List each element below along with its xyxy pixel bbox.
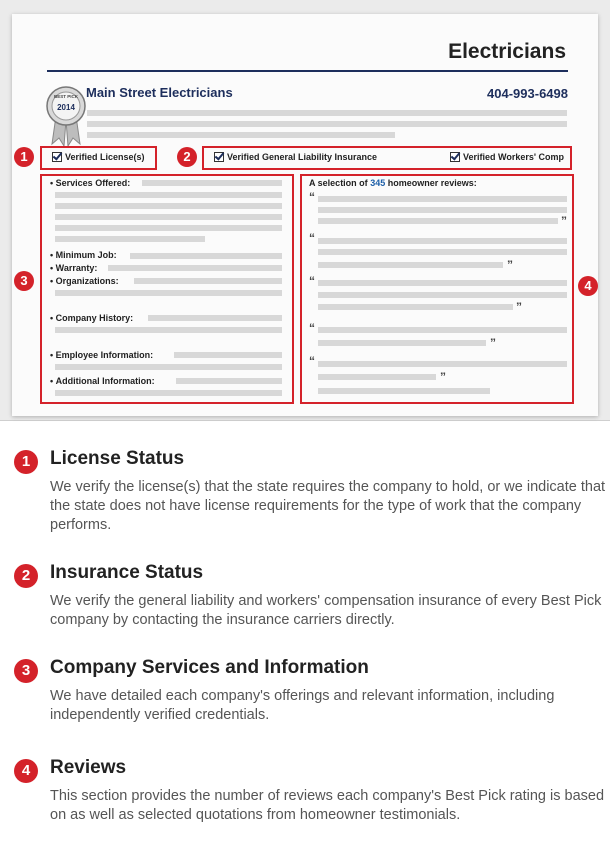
placeholder-line xyxy=(87,110,567,116)
placeholder-line xyxy=(87,121,567,127)
reviews-heading xyxy=(309,178,477,188)
reviews-suffix: homeowner reviews: xyxy=(387,178,477,188)
placeholder-line xyxy=(55,390,282,396)
close-quote: ” xyxy=(440,370,446,384)
checkbox-icon xyxy=(52,152,62,162)
placeholder-line xyxy=(318,262,503,268)
verified-license-check xyxy=(52,152,145,162)
legend-text: We verify the license(s) that the state requires the company to hold, or we indicate that the state does not have license requirements for the type of work that the company performs. xyxy=(50,479,606,533)
verified-workers-comp-check xyxy=(450,152,564,162)
placeholder-line xyxy=(318,374,436,380)
checkbox-icon xyxy=(450,152,460,162)
legend-number: 2 xyxy=(14,564,38,588)
company-phone: 404-993-6498 xyxy=(487,86,568,101)
placeholder-line xyxy=(55,203,282,209)
company-name: Main Street Electricians xyxy=(86,85,233,100)
placeholder-line xyxy=(318,304,513,310)
field-label: Services Offered: xyxy=(55,178,131,188)
placeholder-line xyxy=(318,207,567,213)
field-employee-information: • Employee Information: xyxy=(50,350,154,360)
open-quote: “ xyxy=(309,190,315,204)
category-title: Electricians xyxy=(448,40,566,63)
field-label: Company History: xyxy=(55,313,134,323)
field-label: Additional Information: xyxy=(55,376,155,386)
placeholder-line xyxy=(318,238,567,244)
field-label: Organizations: xyxy=(55,276,119,286)
legend-title: License Status xyxy=(50,448,185,469)
field-label: Warranty: xyxy=(55,263,98,273)
legend-title: Reviews xyxy=(50,757,127,778)
placeholder-line xyxy=(55,290,282,296)
legend-text: We verify the general liability and workers' compensation insurance of every Best Pick company by contacting the insurance carriers directly. xyxy=(50,593,602,628)
placeholder-line xyxy=(134,278,282,284)
reviews-count: 345 xyxy=(370,178,386,188)
placeholder-line xyxy=(318,292,567,298)
field-services-offered: • Services Offered: xyxy=(50,178,131,188)
placeholder-line xyxy=(318,249,567,255)
placeholder-line xyxy=(176,378,282,384)
close-quote: ” xyxy=(507,258,513,272)
placeholder-line xyxy=(55,327,282,333)
legend-text: This section provides the number of reviews each company's Best Pick rating is based on as well as selected quotations from homeowner testimonials. xyxy=(50,788,605,823)
placeholder-line xyxy=(130,253,282,259)
open-quote: “ xyxy=(309,354,315,368)
placeholder-line xyxy=(55,214,282,220)
field-warranty: • Warranty: xyxy=(50,263,98,273)
reviews-prefix: A selection of xyxy=(309,178,368,188)
marker-4: 4 xyxy=(578,276,598,296)
open-quote: “ xyxy=(309,274,315,288)
placeholder-line xyxy=(318,280,567,286)
legend-number: 3 xyxy=(14,659,38,683)
close-quote: ” xyxy=(490,336,496,350)
placeholder-line xyxy=(318,361,567,367)
placeholder-line xyxy=(55,225,282,231)
field-minimum-job: • Minimum Job: xyxy=(50,250,117,260)
placeholder-line xyxy=(318,327,567,333)
placeholder-line xyxy=(87,132,395,138)
verified-liability-check xyxy=(214,152,377,162)
open-quote: “ xyxy=(309,321,315,335)
title-divider xyxy=(47,70,568,72)
marker-2: 2 xyxy=(177,147,197,167)
placeholder-line xyxy=(55,236,205,242)
legend-title: Company Services and Information xyxy=(50,657,369,678)
placeholder-line xyxy=(318,218,558,224)
field-organizations: • Organizations: xyxy=(50,276,119,286)
placeholder-line xyxy=(108,265,282,271)
field-company-history: • Company History: xyxy=(50,313,134,323)
open-quote: “ xyxy=(309,231,315,245)
placeholder-line xyxy=(318,388,490,394)
placeholder-line xyxy=(55,364,282,370)
best-pick-seal-icon xyxy=(44,86,88,148)
field-additional-information: • Additional Information: xyxy=(50,376,155,386)
placeholder-line xyxy=(142,180,282,186)
marker-3: 3 xyxy=(14,271,34,291)
field-label: Minimum Job: xyxy=(55,250,117,260)
legend-number: 4 xyxy=(14,759,38,783)
legend-number: 1 xyxy=(14,450,38,474)
seal-caption: BEST PICK xyxy=(53,94,79,99)
marker-1: 1 xyxy=(14,147,34,167)
seal-year: 2014 xyxy=(57,103,75,112)
placeholder-line xyxy=(318,196,567,202)
field-label: Employee Information: xyxy=(55,350,154,360)
checkbox-icon xyxy=(214,152,224,162)
verified-liability-label: Verified General Liability Insurance xyxy=(227,152,378,162)
close-quote: ” xyxy=(561,214,567,228)
close-quote: ” xyxy=(516,300,522,314)
placeholder-line xyxy=(174,352,282,358)
legend-text: We have detailed each company's offerings and relevant information, including independently verified credentials. xyxy=(50,688,555,723)
placeholder-line xyxy=(318,340,486,346)
placeholder-line xyxy=(55,192,282,198)
verified-license-label: Verified License(s) xyxy=(65,152,145,162)
legend-title: Insurance Status xyxy=(50,562,204,583)
verified-workers-comp-label: Verified Workers' Comp xyxy=(463,152,565,162)
placeholder-line xyxy=(148,315,282,321)
